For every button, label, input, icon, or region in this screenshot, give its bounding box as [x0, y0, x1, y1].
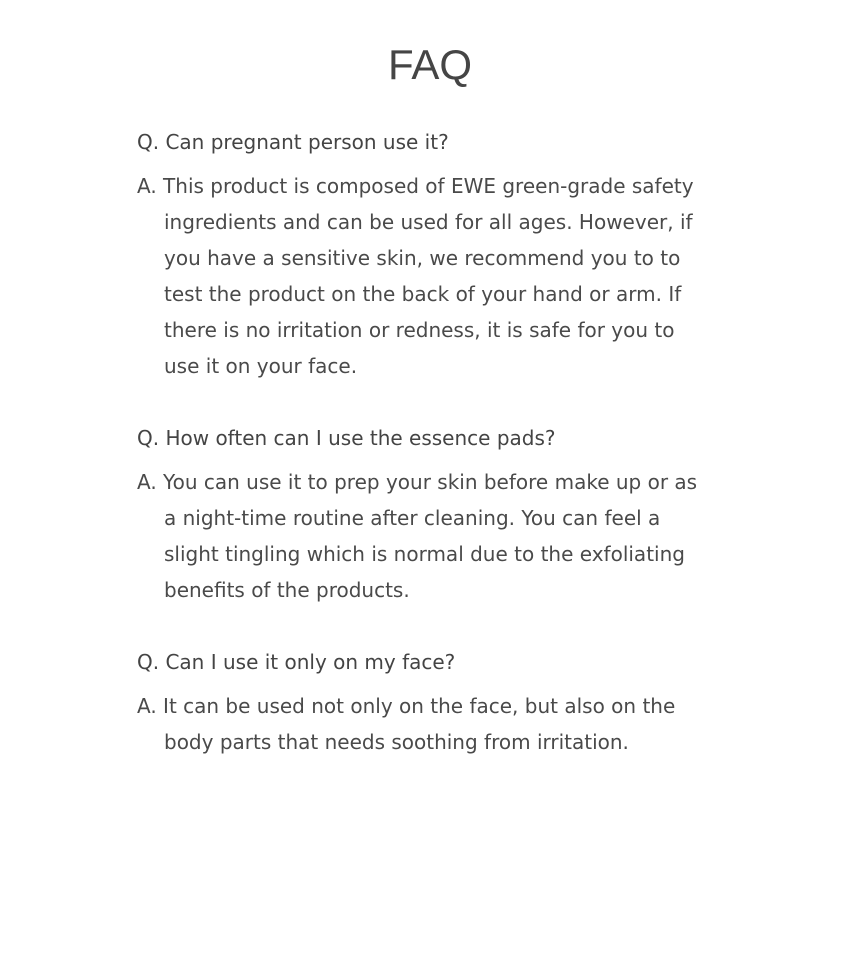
faq-answer-line: ingredients and can be used for all ages. However, if — [164, 210, 693, 234]
faq-answer-line: A. This product is composed of EWE green-grade safety — [137, 174, 694, 198]
faq-answer-line: you have a sensitive skin, we recommend you to to — [164, 246, 681, 270]
faq-answer-line: A. It can be used not only on the face, but also on the — [137, 694, 676, 718]
faq-question: Q. Can pregnant person use it? — [137, 130, 449, 154]
faq-item — [137, 420, 737, 608]
faq-answer-line: A. You can use it to prep your skin before make up or as — [137, 470, 698, 494]
faq-item — [137, 124, 737, 384]
faq-question: Q. How often can I use the essence pads? — [137, 426, 556, 450]
faq-question: Q. Can I use it only on my face? — [137, 650, 456, 674]
faq-answer-line: use it on your face. — [164, 354, 358, 378]
faq-answer-line: test the product on the back of your hand or arm. If — [164, 282, 682, 306]
faq-item — [137, 644, 737, 760]
faq-answer-line: slight tingling which is normal due to the exfoliating — [164, 542, 685, 566]
page-title: FAQ — [387, 41, 473, 88]
faq-answer-line: there is no irritation or redness, it is safe for you to — [164, 318, 675, 342]
faq-answer-line: a night-time routine after cleaning. You can feel a — [164, 506, 661, 530]
faq-answer-line: body parts that needs soothing from irritation. — [164, 730, 629, 754]
faq-answer-line: benefits of the products. — [164, 578, 410, 602]
